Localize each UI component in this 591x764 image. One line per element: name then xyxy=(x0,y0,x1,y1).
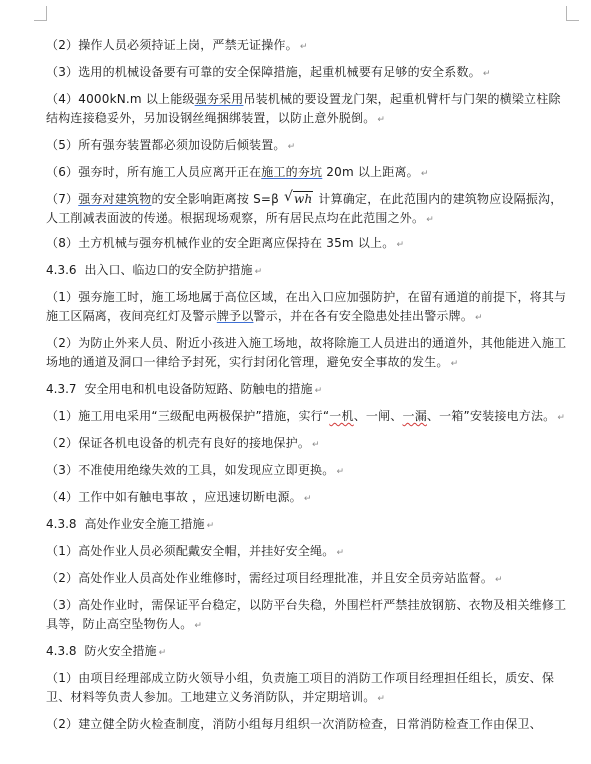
paragraph xyxy=(46,596,572,636)
paragraph xyxy=(46,90,572,130)
text-run: （2）为防止外来人员、附近小孩进入施工场地，故将除施工人员进出的通道外，其他能进入施工场地的通道及洞口一律给予封死，实行封闭化管理，避免安全事故的发生。 xyxy=(46,336,567,369)
document-body xyxy=(46,36,572,740)
paragraph xyxy=(46,163,572,184)
paragraph-mark-icon: ↵ xyxy=(158,648,167,658)
text-run: 、一箱”安装接电方法。 xyxy=(426,409,556,423)
underlined-text: 施工的夯坑 xyxy=(261,165,323,179)
paragraph xyxy=(46,542,572,563)
paragraph xyxy=(46,407,572,428)
paragraph xyxy=(46,190,572,230)
text-run: （2）高处作业人员高处作业维修时，需经过项目经理批准，并且安全员旁站监督。 xyxy=(46,571,494,585)
section-heading xyxy=(46,261,572,282)
paragraph-mark-icon: ↵ xyxy=(420,169,429,179)
text-run: 、一闸、 xyxy=(353,409,403,423)
paragraph xyxy=(46,434,572,455)
text-run: （2）保证各机电设备的机壳有良好的接地保护。 xyxy=(46,436,311,450)
text-run: （1）施工用电采用“三级配电两极保护”措施，实行“ xyxy=(46,409,330,423)
paragraph xyxy=(46,63,572,84)
paragraph xyxy=(46,136,572,157)
paragraph-mark-icon: ↵ xyxy=(303,494,312,504)
paragraph-mark-icon: ↵ xyxy=(287,142,296,152)
text-run: （2）操作人员必须持证上岗，严禁无证操作。 xyxy=(46,38,298,52)
text-run: （8）土方机械与强夯机械作业的安全距离应保持在 35m 以上。 xyxy=(46,236,395,250)
paragraph-mark-icon: ↵ xyxy=(336,467,345,477)
text-run: （3）不准使用绝缘失效的工具，如发现应立即更换。 xyxy=(46,463,335,477)
paragraph xyxy=(46,488,572,509)
text-run: （3）选用的机械设备要有可靠的安全保障措施，起重机械要有足够的安全系数。 xyxy=(46,65,481,79)
underlined-text: 强夯对建筑物 xyxy=(78,192,152,206)
paragraph xyxy=(46,461,572,482)
text-run: 的安全影响距离按 S=β xyxy=(151,192,284,206)
text-run: （1）由项目经理部成立防火领导小组，负责施工项目的消防工作项目经理担任组长，质安、保卫、材料等负责人参加。工地建立义务消防队，并定期培训。 xyxy=(46,671,555,704)
paragraph xyxy=(46,36,572,57)
text-run: 警示，并在各有安全隐患处挂出警示牌。 xyxy=(253,309,474,323)
text-run: 4.3.6 xyxy=(46,263,77,277)
section-heading xyxy=(46,515,572,536)
text-run: 计算确定，在此范围内的建筑物应设隔振沟，人工削减表面波的传递。根据现场观察，所有居民点均在此范围之外。 xyxy=(46,192,563,225)
text-run: 吊装机械的要设置龙门架，起重机臂杆与门架的横梁立柱除结构连接稳妥外，另加设钢丝绳捆绑装置，以防止意外脱倒。 xyxy=(46,92,561,125)
paragraph-mark-icon: ↵ xyxy=(426,215,434,225)
paragraph-mark-icon: ↵ xyxy=(450,359,459,369)
radical-icon: √ xyxy=(284,189,294,205)
crop-mark-top-left xyxy=(34,6,47,21)
underlined-text: 牌予以 xyxy=(216,309,254,323)
text-run: （2）建立健全防火检查制度，消防小组每月组织一次消防检查，日常消防检查工作由保卫、 xyxy=(46,717,542,731)
text-run: 20m 以上距离。 xyxy=(322,165,419,179)
paragraph xyxy=(46,334,572,374)
crop-mark-top-right xyxy=(566,6,579,21)
paragraph-mark-icon: ↵ xyxy=(396,240,405,250)
paragraph xyxy=(46,288,572,328)
paragraph-mark-icon: ↵ xyxy=(377,694,386,704)
text-run: 安全用电和机电设备防短路、防触电的措施 xyxy=(84,382,313,396)
paragraph-mark-icon: ↵ xyxy=(254,267,263,277)
text-run: （1）强夯施工时，施工场地属于高位区域，在出入口应加强防护，在留有通道的前提下，将其与施工区隔离，夜间亮红灯及警示 xyxy=(46,290,567,323)
section-heading xyxy=(46,380,572,401)
text-run: 4.3.8 xyxy=(46,517,77,531)
spellcheck-text: 一漏 xyxy=(402,409,427,423)
paragraph-mark-icon: ↵ xyxy=(482,69,491,79)
section-heading xyxy=(46,642,572,663)
text-run: （5）所有强夯装置都必须加设防后倾装置。 xyxy=(46,138,286,152)
text-run: 4.3.8 xyxy=(46,644,77,658)
formula-radicand: wh xyxy=(294,192,313,206)
text-run: 4.3.7 xyxy=(46,382,77,396)
paragraph-mark-icon: ↵ xyxy=(299,42,308,52)
text-run: （1）高处作业人员必须配戴安全帽，并挂好安全绳。 xyxy=(46,544,335,558)
paragraph-mark-icon: ↵ xyxy=(336,548,345,558)
sqrt-formula xyxy=(284,190,313,209)
paragraph-mark-icon: ↵ xyxy=(557,413,566,423)
paragraph-mark-icon: ↵ xyxy=(206,521,215,531)
text-run: 出入口、临边口的安全防护措施 xyxy=(84,263,253,277)
paragraph-mark-icon: ↵ xyxy=(475,313,483,323)
paragraph-mark-icon: ↵ xyxy=(314,386,323,396)
text-run: （6）强夯时，所有施工人员应离开正在 xyxy=(46,165,262,179)
paragraph-mark-icon: ↵ xyxy=(194,621,203,631)
text-run: （4）工作中如有触电事故 ，应迅速切断电源。 xyxy=(46,490,302,504)
paragraph-mark-icon: ↵ xyxy=(377,115,386,125)
text-run: （4）4000kN.m 以上能级 xyxy=(46,92,195,106)
text-run: 高处作业安全施工措施 xyxy=(84,517,205,531)
paragraph xyxy=(46,715,572,734)
text-run: 防火安全措施 xyxy=(84,644,157,658)
paragraph-mark-icon: ↵ xyxy=(312,440,320,450)
paragraph xyxy=(46,569,572,590)
underlined-text: 强夯采用 xyxy=(194,92,244,106)
paragraph xyxy=(46,669,572,709)
spellcheck-text: 一机 xyxy=(329,409,354,423)
text-run: （3）高处作业时，需保证平台稳定，以防平台失稳，外围栏杆严禁挂放钢筋、衣物及相关维修工具等，防止高空坠物伤人。 xyxy=(46,598,567,631)
text-run: （7） xyxy=(46,192,79,206)
paragraph-mark-icon: ↵ xyxy=(495,575,503,585)
paragraph xyxy=(46,234,572,255)
